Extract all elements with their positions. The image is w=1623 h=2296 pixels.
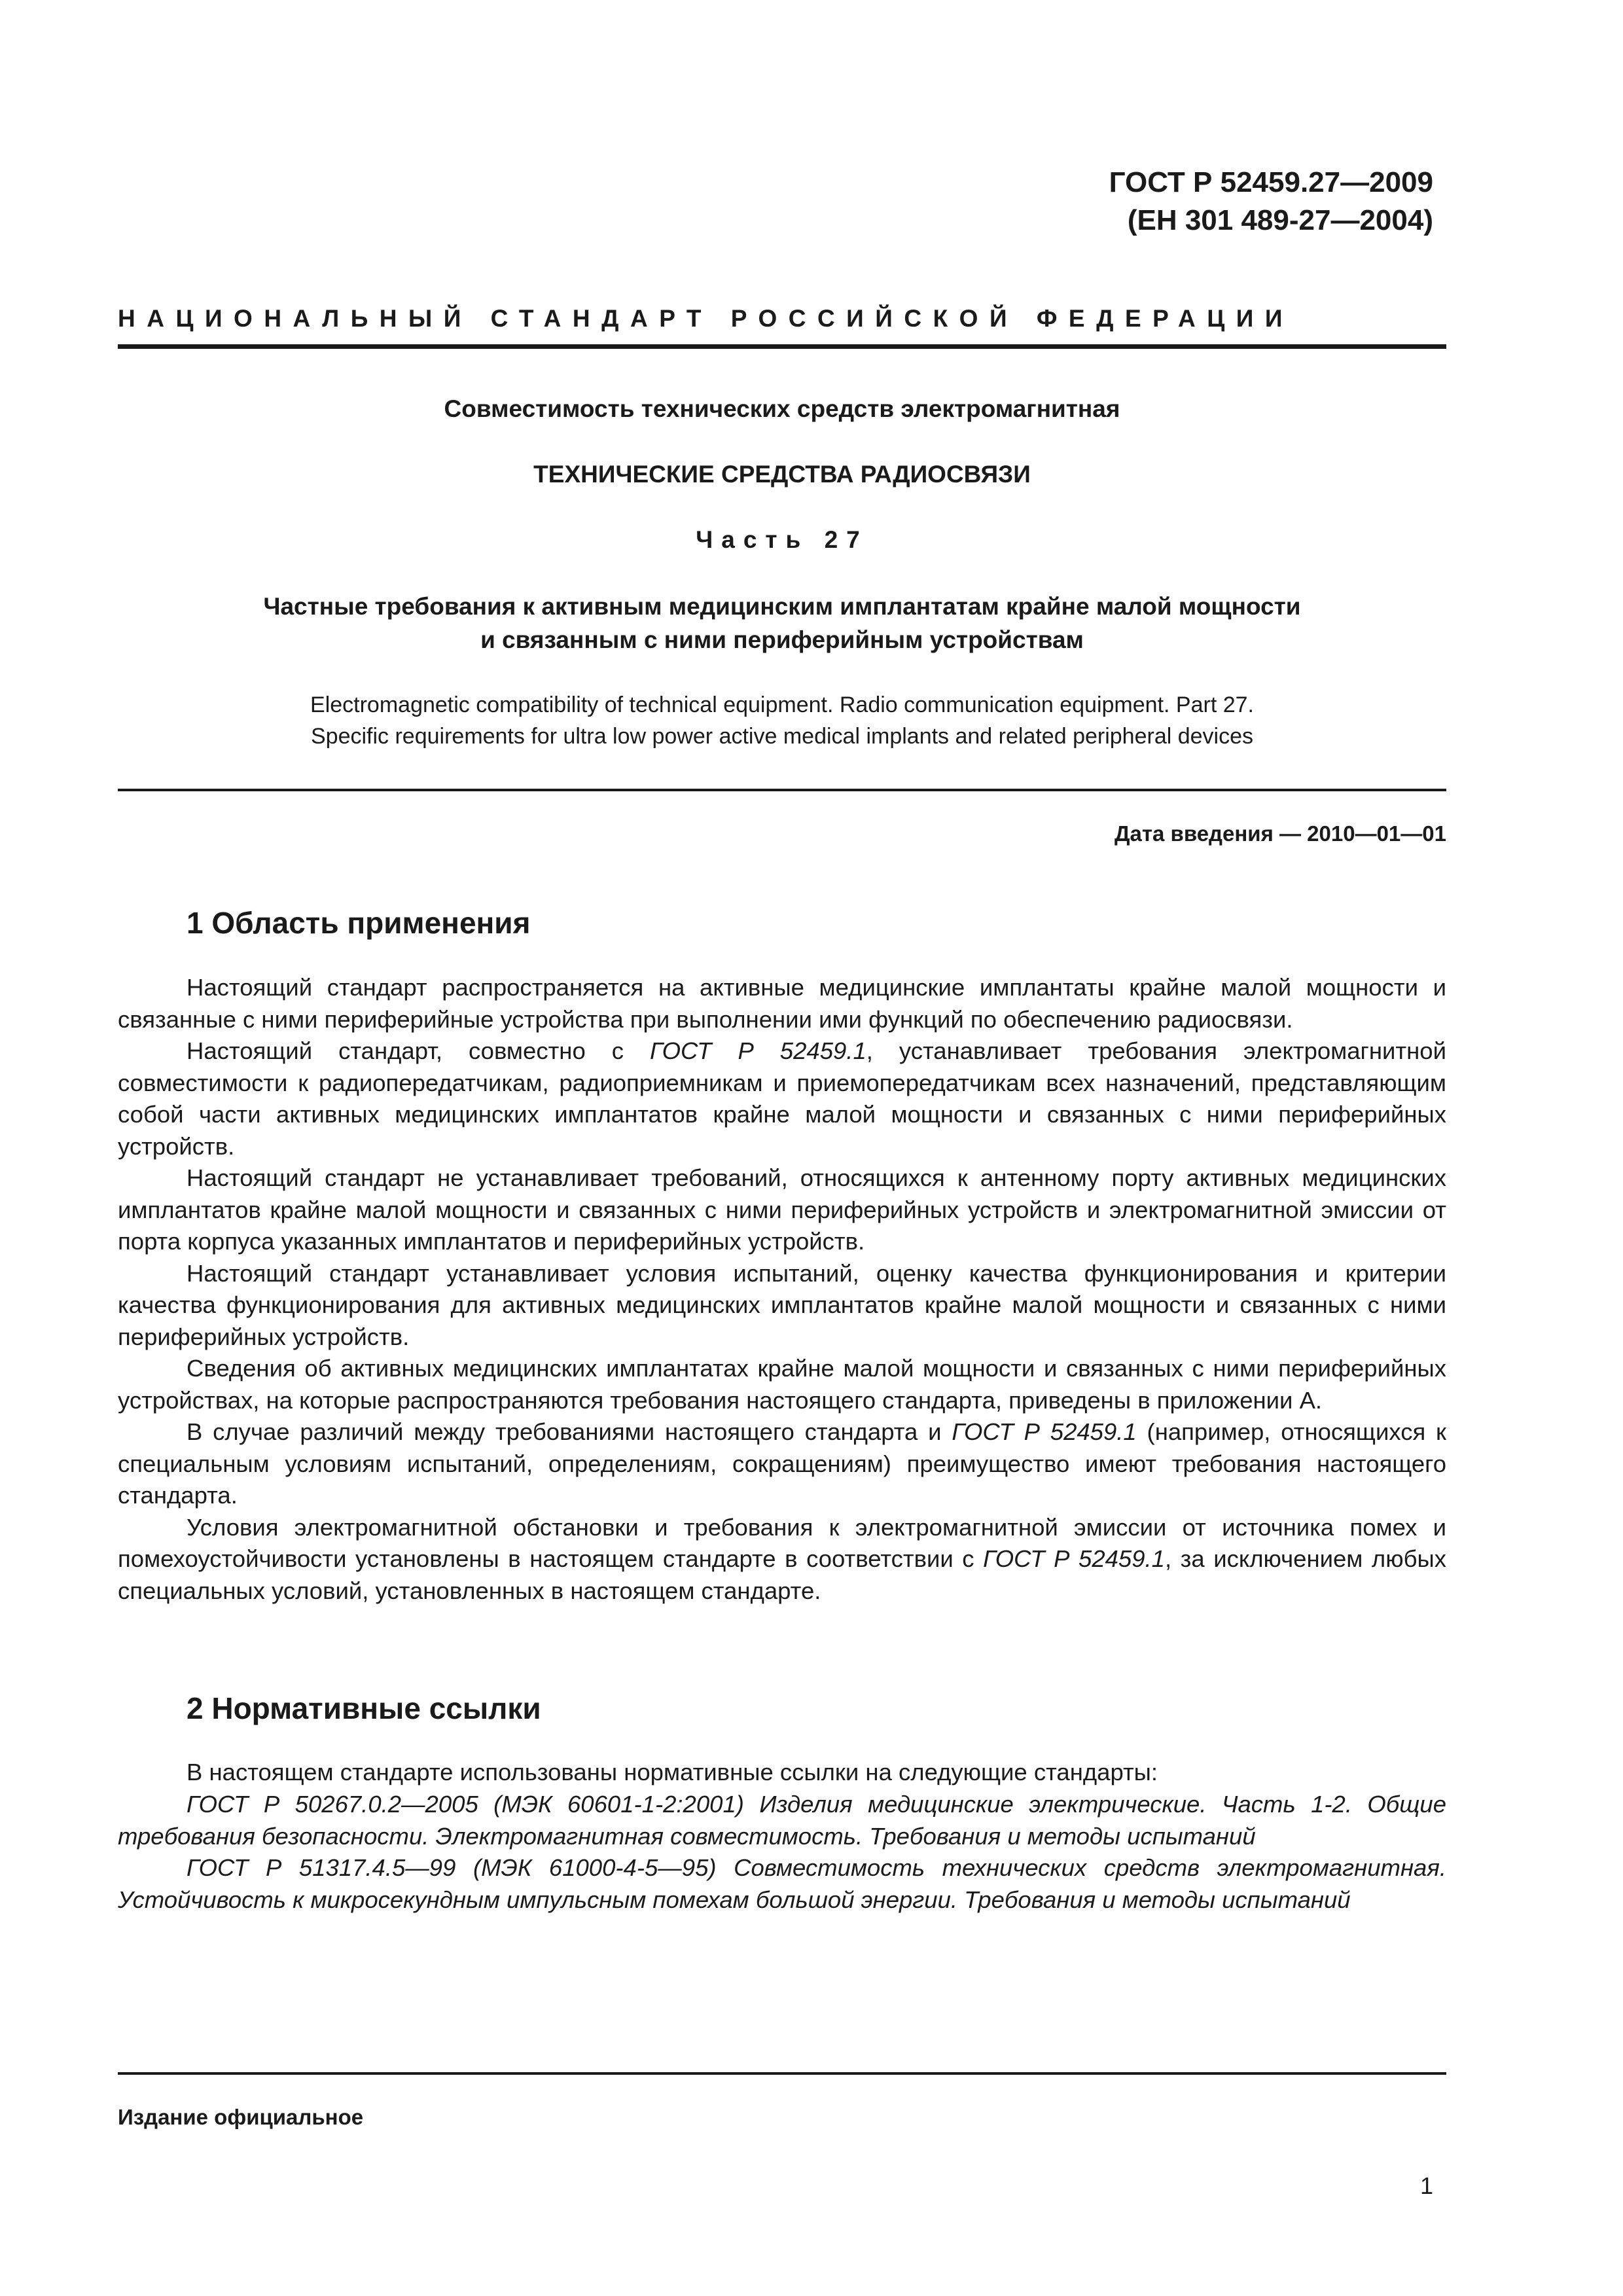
date-introduced: Дата введения — 2010—01—01: [1115, 821, 1446, 846]
section-1-paragraph: Условия электромагнитной обстановки и требования к электромагнитной эмиссии от источника помех и помехоустойчивости установлены в настоящем стандарте в соответствии с ГОСТ Р 52459.1, за исключением любых специальных условий, установленных в настоящем стандарте.: [118, 1513, 1446, 1604]
normative-reference: ГОСТ Р 51317.4.5—99 (МЭК 61000-4-5—95) Совместимость технических средств электромагнитная. Устойчивость к микросекундным импульсным помехам большой энергии. Требования и методы испытаний: [118, 1854, 1446, 1913]
english-title-line-1: Electromagnetic compatibility of technical equipment. Radio communication equipment. Part 27.: [310, 692, 1254, 717]
gost-reference: ГОСТ Р 52459.1: [952, 1418, 1137, 1445]
title-rule: [118, 789, 1446, 791]
standard-number: ГОСТ Р 52459.27—2009: [1109, 166, 1433, 198]
subtitle-line-1: Частные требования к активным медицинским имплантатам крайне малой мощности: [263, 593, 1301, 620]
title-line-2: ТЕХНИЧЕСКИЕ СРЕДСТВА РАДИОСВЯЗИ: [533, 461, 1031, 488]
page-number: 1: [1419, 2172, 1433, 2199]
gost-reference: ГОСТ Р 52459.1: [650, 1037, 866, 1064]
section-1-body: [118, 972, 1446, 1607]
section-1-paragraph: Настоящий стандарт распространяется на активные медицинские имплантаты крайне малой мощности и связанные с ними периферийные устройства при выполнении ими функций по обеспечению радиосвязи.: [118, 974, 1446, 1033]
section-1-paragraph: Настоящий стандарт, совместно с ГОСТ Р 52459.1, устанавливает требования электромагнитной совместимости к радиопередатчикам, радиоприемникам и приемопередатчикам всех назначений, представляющим собой части активных медицинских имплантатов крайне малой мощности и связанных с ними периферийных устройств.: [118, 1037, 1446, 1160]
section-2-title: 2 Нормативные ссылки: [187, 1691, 541, 1725]
section-2-body: [118, 1757, 1446, 1789]
english-title-line-2: Specific requirements for ultra low power active medical implants and related peripheral devices: [310, 724, 1254, 749]
part-label: Часть 27: [696, 526, 868, 553]
normative-references-list: [118, 1789, 1446, 1916]
header-rule: [118, 344, 1446, 349]
section-1-paragraph: Настоящий стандарт не устанавливает требований, относящихся к антенному порту активных медицинских имплантатов крайне малой мощности и связанных с ними периферийных устройств и электромагнитной эмиссии от порта корпуса указанных имплантатов и периферийных устройств.: [118, 1164, 1446, 1255]
section-1-title: 1 Область применения: [187, 906, 531, 940]
subtitle-line-2: и связанным с ними периферийным устройствам: [480, 626, 1084, 653]
footer-rule: [118, 2072, 1446, 2075]
standard-number-block: [1109, 164, 1433, 240]
section-1-paragraph: В случае различий между требованиями настоящего стандарта и ГОСТ Р 52459.1 (например, относящихся к специальным условиям испытаний, определениям, сокращениям) преимущество имеют требования настоящего стандарта.: [118, 1418, 1446, 1509]
section-1-paragraph: Сведения об активных медицинских имплантатах крайне малой мощности и связанных с ними периферийных устройствах, на которые распространяются требования настоящего стандарта, приведены в приложении А.: [118, 1355, 1446, 1414]
normative-reference: ГОСТ Р 50267.0.2—2005 (МЭК 60601-1-2:2001) Изделия медицинские электрические. Часть 1-2. Общие требования безопасности. Электромагнитная совместимость. Требования и методы испытаний: [118, 1791, 1446, 1850]
section-1-paragraph: Настоящий стандарт устанавливает условия испытаний, оценку качества функционирования и критерии качества функционирования для активных медицинских имплантатов крайне малой мощности и связанных с ними периферийных устройств.: [118, 1259, 1446, 1350]
section-2-intro: В настоящем стандарте использованы нормативные ссылки на следующие стандарты:: [187, 1759, 1158, 1785]
official-edition-label: Издание официальное: [118, 2105, 364, 2129]
equivalent-standard: (ЕН 301 489-27—2004): [1127, 204, 1433, 236]
gost-reference: ГОСТ Р 52459.1: [983, 1545, 1165, 1572]
title-line-1: Совместимость технических средств электромагнитная: [444, 395, 1120, 422]
national-standard-heading: НАЦИОНАЛЬНЫЙ СТАНДАРТ РОССИЙСКОЙ ФЕДЕРАЦИИ: [118, 305, 1294, 332]
